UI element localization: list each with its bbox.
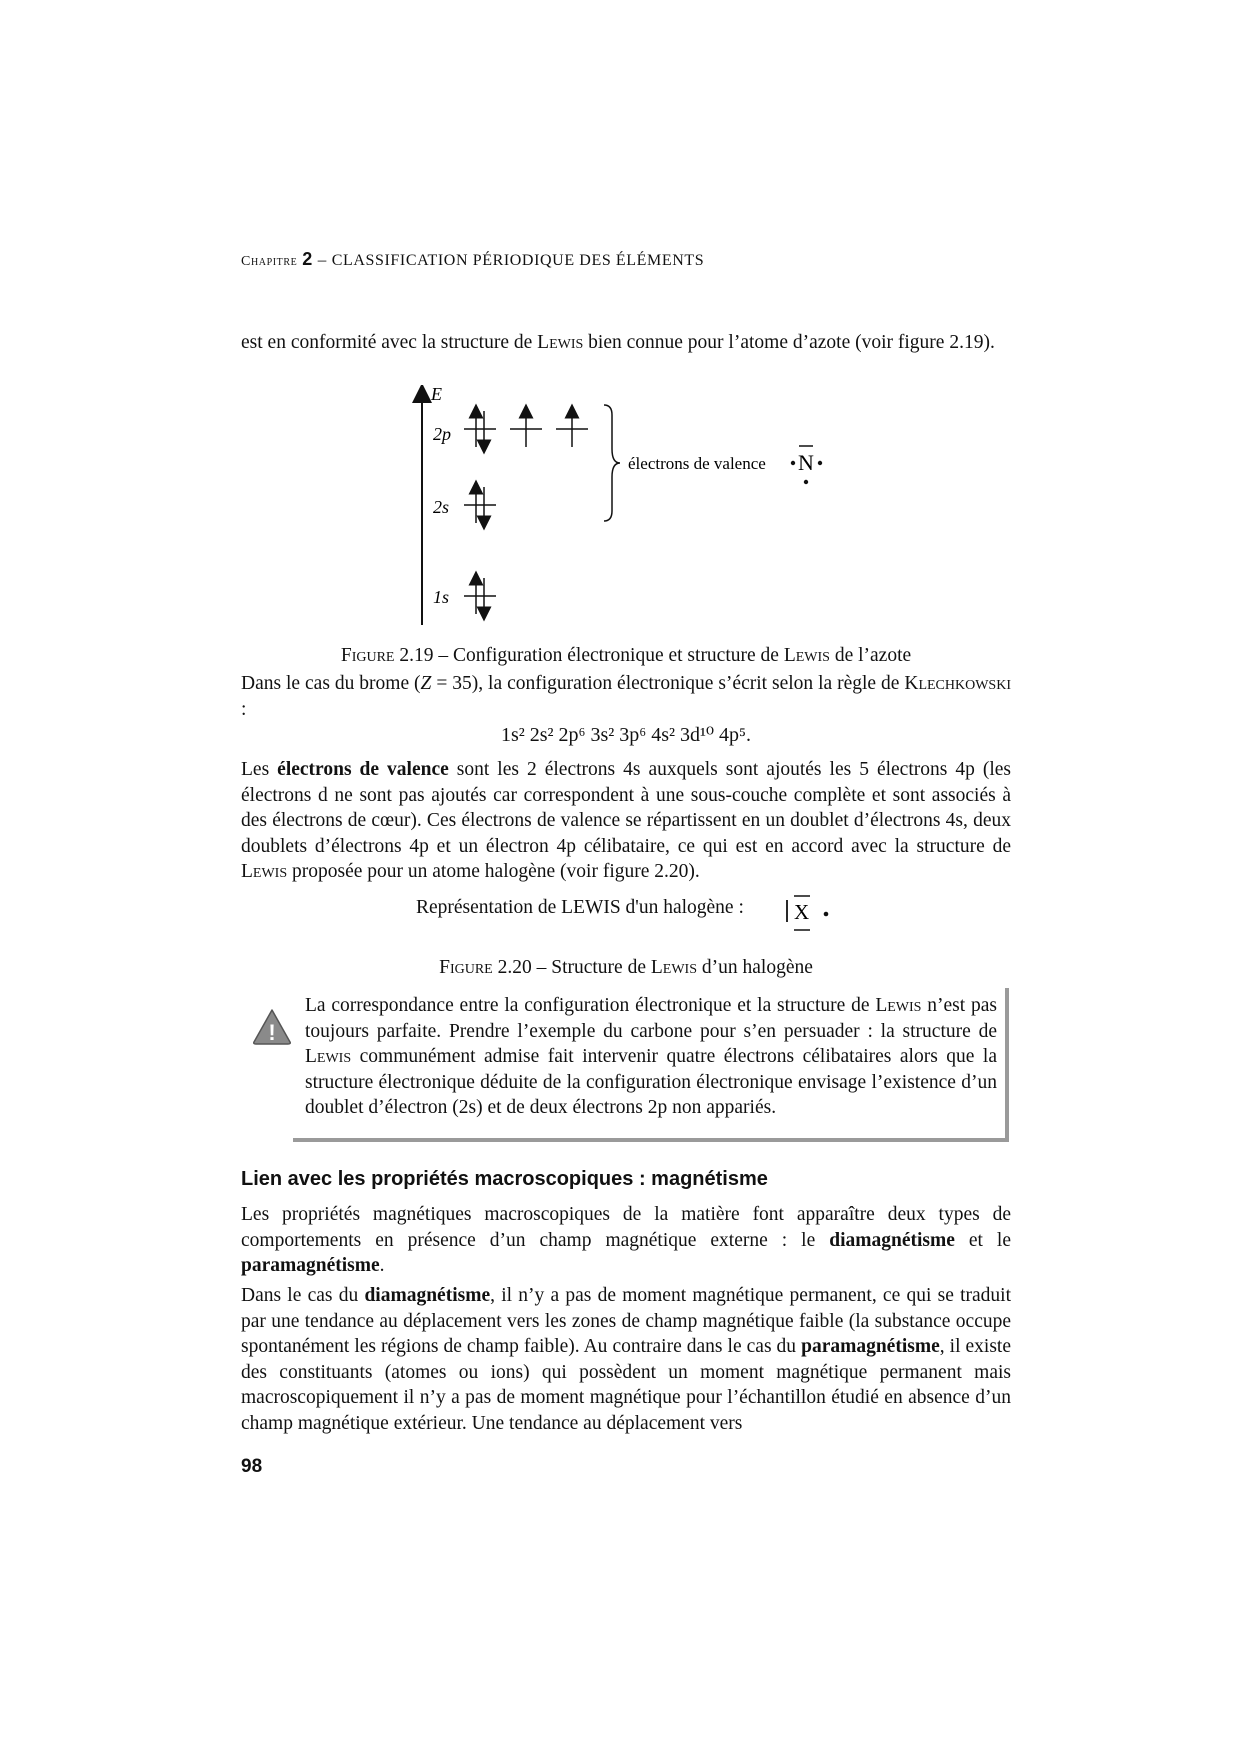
chapter-number: 2 <box>302 249 313 269</box>
para1-dia: diamagnétisme <box>829 1229 955 1251</box>
energy-diagram <box>400 385 860 630</box>
brome-klech: Klechkowski <box>904 673 1011 694</box>
lewis-symbol-n: N <box>798 450 814 475</box>
warning-lewis1: Lewis <box>875 995 922 1016</box>
warning-b: n’est pas toujours parfaite. Prendre l’exemple du carbone pour s’en persuader : la structure de <box>305 995 998 1042</box>
para1-c: . <box>379 1255 385 1276</box>
caption220-lewis: Lewis <box>650 957 697 978</box>
caption220-end: d’un halogène <box>697 957 813 978</box>
brome-a: Dans le cas du brome ( <box>241 673 421 694</box>
electron-configuration: 1s² 2s² 2p⁶ 3s² 3p⁶ 4s² 3d¹⁰ 4p⁵. <box>500 724 752 746</box>
valence-a: Les <box>241 759 278 780</box>
orbital-2s <box>464 487 496 523</box>
valence-bold: électrons de valence <box>277 759 449 780</box>
warning-glyph: ! <box>268 1020 276 1045</box>
caption-lewis: Lewis <box>783 645 830 666</box>
intro-text-a: est en conformité avec la structure de <box>241 332 538 353</box>
section-title: Lien avec les propriétés macroscopiques : magnétisme <box>241 1168 768 1190</box>
figure-2-20-caption <box>241 957 1011 979</box>
lewis-symbol-x: X <box>794 900 810 924</box>
para2-c: , il existe des constituants (atomes ou ions) qui possèdent un moment magnétique permanent mais macroscopiquement il n’y a pas de moment magnétique pour l’échantillon étudié en absence d’un champ magnétique extérieur. Une tendance au déplacement vers <box>241 1336 1011 1434</box>
chapter-word: Chapitre <box>241 254 298 269</box>
level-label-1s: 1s <box>433 587 450 607</box>
intro-lewis: Lewis <box>537 332 584 353</box>
brome-c: : <box>241 698 247 720</box>
brome-z: Z <box>420 673 432 694</box>
orbital-1s <box>464 578 496 614</box>
caption-fig-word: Figure <box>340 645 395 666</box>
chapter-title: CLASSIFICATION PÉRIODIQUE DES ÉLÉMENTS <box>331 252 705 269</box>
para1-para: paramagnétisme <box>241 1255 380 1276</box>
orbital-2p-1 <box>464 411 496 447</box>
halogen-lewis-representation <box>416 897 744 919</box>
orbital-2p-2 <box>510 411 542 447</box>
valence-lewis: Lewis <box>241 861 288 882</box>
valence-paragraph <box>241 757 1011 885</box>
para1-b: et le <box>954 1229 1011 1251</box>
magnetism-paragraph-1 <box>241 1202 1011 1279</box>
caption-end: de l’azote <box>829 645 912 666</box>
para2-b: , il n’y a pas de moment magnétique permanent, ce qui se traduit par une tendance au déplacement vers les zones de champ magnétique faible (la substance occupe spontanément les régions de champ faible). Au contraire dans le cas du <box>241 1285 1011 1357</box>
warning-text <box>305 993 997 1121</box>
caption220-fig-word: Figure <box>439 957 493 978</box>
halogen-label: Représentation de LEWIS d'un halogène : <box>416 897 744 918</box>
level-label-2p: 2p <box>433 424 451 444</box>
valence-c: proposée pour un atome halogène (voir figure 2.20). <box>287 861 700 882</box>
para2-dia: diamagnétisme <box>364 1285 491 1306</box>
lewis-halogen <box>782 890 842 934</box>
warning-lewis2: Lewis <box>305 1046 352 1067</box>
page-number: 98 <box>241 1456 263 1477</box>
warning-c: communément admise fait intervenir quatre électrons célibataires alors que la structure électronique déduite de la configuration électronique envisage l’existence d’un doublet d’électron (2s) et de deux électrons 2p non appariés. <box>305 1046 997 1118</box>
valence-brace <box>604 405 620 521</box>
para2-a: Dans le cas du <box>241 1285 365 1306</box>
header-dash: – <box>317 250 327 269</box>
intro-paragraph <box>241 330 1011 356</box>
valence-label: électrons de valence <box>628 454 766 473</box>
warning-triangle-icon <box>252 1008 292 1046</box>
para2-para: paramagnétisme <box>801 1336 940 1357</box>
intro-text-b: bien connue pour l’atome d’azote (voir figure 2.19). <box>583 332 995 353</box>
brome-paragraph <box>241 671 1011 722</box>
caption-text: 2.19 – Configuration électronique et structure de <box>394 645 784 666</box>
para1-a: Les propriétés magnétiques macroscopiques de la matière font apparaître deux types de comportements en présence d’un champ magnétique externe : le <box>241 1204 1011 1251</box>
magnetism-paragraph-2 <box>241 1283 1011 1436</box>
brome-b: = 35), la configuration électronique s’écrit selon la règle de <box>431 673 905 694</box>
valence-b: sont les 2 électrons 4s auxquels sont ajoutés les 5 électrons 4p (les électrons d ne sont pas ajoutés car correspondent à une sous-couche complète et sont associés à des électrons de cœur). Ces électrons de valence se répartissent en un doublet d’électrons 4s, deux doublets d’électrons 4p et un électron 4p célibataire, ce qui est en accord avec la structure de <box>241 759 1012 857</box>
running-header <box>241 249 704 270</box>
lewis-nitrogen <box>791 446 822 484</box>
figure-2-19-caption <box>241 645 1011 667</box>
caption220-text: 2.20 – Structure de <box>492 957 651 978</box>
warning-a: La correspondance entre la configuration électronique et la structure de <box>305 995 876 1016</box>
level-label-2s: 2s <box>433 497 450 517</box>
axis-label: E <box>431 385 442 404</box>
orbital-2p-3 <box>556 411 588 447</box>
